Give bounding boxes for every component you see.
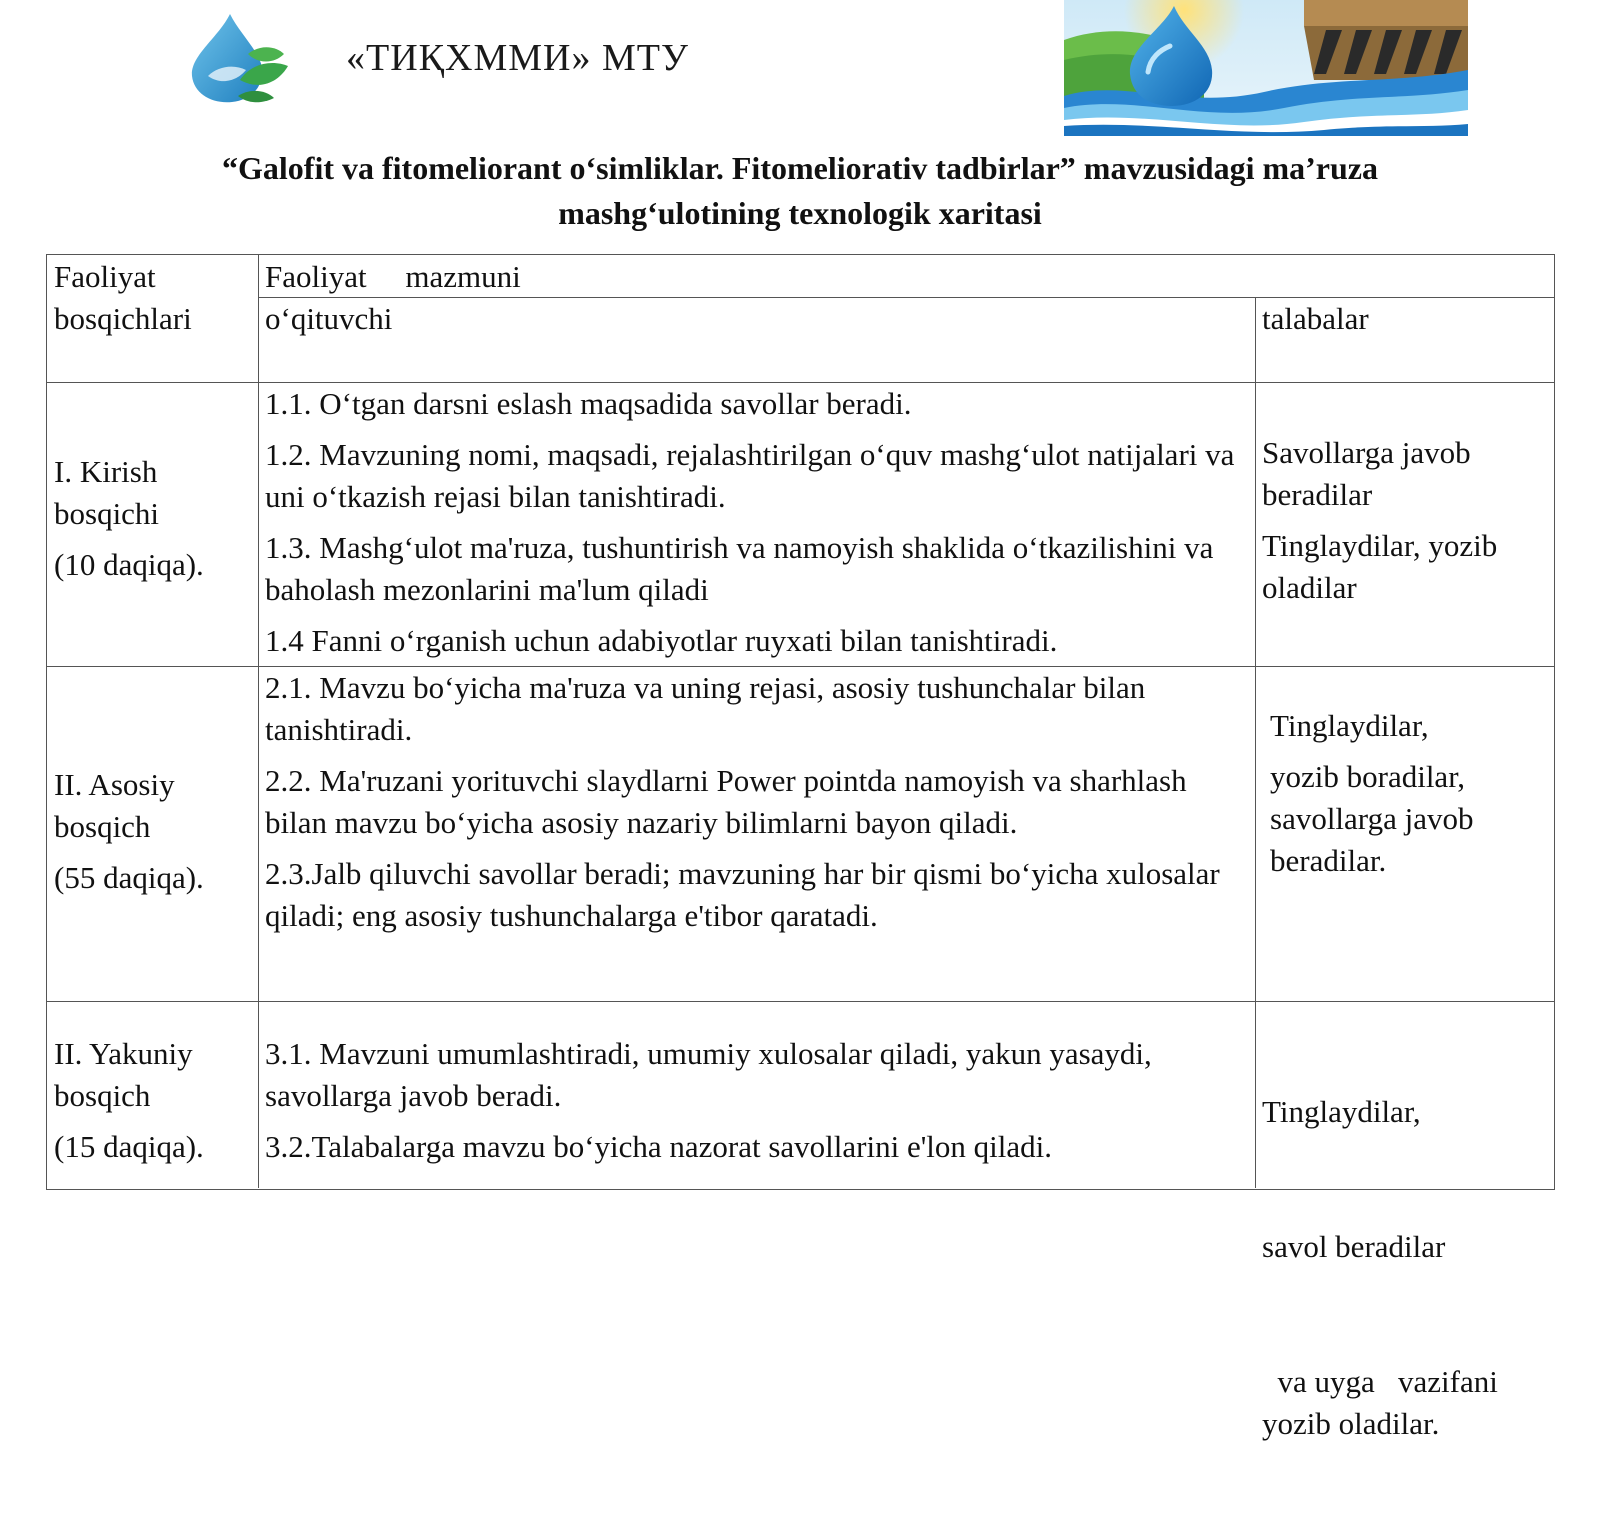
teacher-cell-1 <box>265 383 1250 662</box>
stage-3-duration: (15 daqiqa). <box>54 1129 204 1164</box>
teacher-item: 3.2.Talabalarga mavzu bo‘yicha nazorat savollarini e'lon qiladi. <box>265 1129 1053 1164</box>
students-cell-3 <box>1262 1007 1552 1529</box>
stage-cell-3 <box>54 1033 254 1168</box>
students-item: Tinglaydilar, yozib oladilar <box>1262 528 1498 605</box>
students-item: yozib boradilar, savollarga javob beradilar. <box>1270 759 1474 878</box>
stage-1-name: I. Kirish <box>54 454 158 489</box>
teacher-cell-2 <box>265 667 1250 937</box>
teacher-item: 2.1. Mavzu bo‘yicha ma'ruza va uning rejasi, asosiy tushunchalar bilan tanishtiradi. <box>265 670 1146 747</box>
teacher-item: 1.2. Mavzuning nomi, maqsadi, rejalashtirilgan o‘quv mashg‘ulot natijalari va uni o‘tkazish rejasi bilan tanishtiradi. <box>265 437 1235 514</box>
stage-2-name: II. Asosiy <box>54 767 175 802</box>
students-item: Tinglaydilar, <box>1262 1094 1421 1129</box>
column-divider-students <box>1255 297 1256 1188</box>
water-drop-dam-landscape-logo <box>1064 0 1468 136</box>
water-drop-leaf-logo <box>178 10 308 106</box>
title-line-1: “Galofit va fitomeliorant o‘simliklar. Fitomeliorativ tadbirlar” mavzusidagi ma’ruza <box>222 150 1378 186</box>
stage-2-duration: (55 daqiqa). <box>54 860 204 895</box>
stage-cell-2 <box>54 764 254 899</box>
stage-1-duration: (10 daqiqa). <box>54 547 204 582</box>
teacher-item: 2.2. Ma'ruzani yorituvchi slaydlarni Power pointda namoyish va sharhlash bilan mavzu bo‘yicha asosiy nazariy bilimlarni bayon qiladi. <box>265 763 1187 840</box>
header-stages-line-2: bosqichlari <box>54 301 192 336</box>
students-item: va uyga vazifani yozib oladilar. <box>1262 1364 1506 1441</box>
stage-2-type: bosqich <box>54 809 151 844</box>
students-item: Savollarga javob beradilar <box>1262 435 1471 512</box>
row-divider-2 <box>47 1001 1554 1002</box>
header-content: Faoliyat mazmuni <box>265 259 521 294</box>
students-cell-2 <box>1270 705 1552 882</box>
students-item: Tinglaydilar, <box>1270 708 1429 743</box>
teacher-item: 1.1. O‘tgan darsni eslash maqsadida savollar beradi. <box>265 386 912 421</box>
header-teacher: o‘qituvchi <box>265 301 393 336</box>
teacher-item: 3.1. Mavzuni umumlashtiradi, umumiy xulosalar qiladi, yakun yasaydi, savollarga javob beradi. <box>265 1036 1152 1113</box>
stage-cell-1 <box>54 451 254 586</box>
students-cell-1 <box>1262 432 1552 609</box>
organization-name: «ТИҚХММИ» МТУ <box>346 37 689 79</box>
teacher-item: 2.3.Jalb qiluvchi savollar beradi; mavzuning har bir qismi bo‘yicha xulosalar qiladi; eng asosiy tushunchalarga e'tibor qaratadi. <box>265 856 1220 933</box>
stage-1-type: bosqichi <box>54 496 160 531</box>
students-item: savol beradilar <box>1262 1229 1446 1264</box>
header-stages-line-1: Faoliyat <box>54 259 156 294</box>
header-students: talabalar <box>1262 301 1369 336</box>
stage-3-name: II. Yakuniy <box>54 1036 193 1071</box>
document-title <box>60 146 1540 236</box>
technology-map-table <box>46 254 1555 1441</box>
title-line-2: mashg‘ulotining texnologik xaritasi <box>558 195 1042 231</box>
teacher-item: 1.3. Mashg‘ulot ma'ruza, tushuntirish va namoyish shaklida o‘tkazilishini va baholash mezonlarini ma'lum qiladi <box>265 530 1214 607</box>
teacher-cell-3 <box>265 1033 1250 1168</box>
stage-3-type: bosqich <box>54 1078 151 1113</box>
header-stages <box>54 256 254 340</box>
column-divider-stage <box>258 255 259 1188</box>
teacher-item: 1.4 Fanni o‘rganish uchun adabiyotlar ruyxati bilan tanishtiradi. <box>265 623 1058 658</box>
